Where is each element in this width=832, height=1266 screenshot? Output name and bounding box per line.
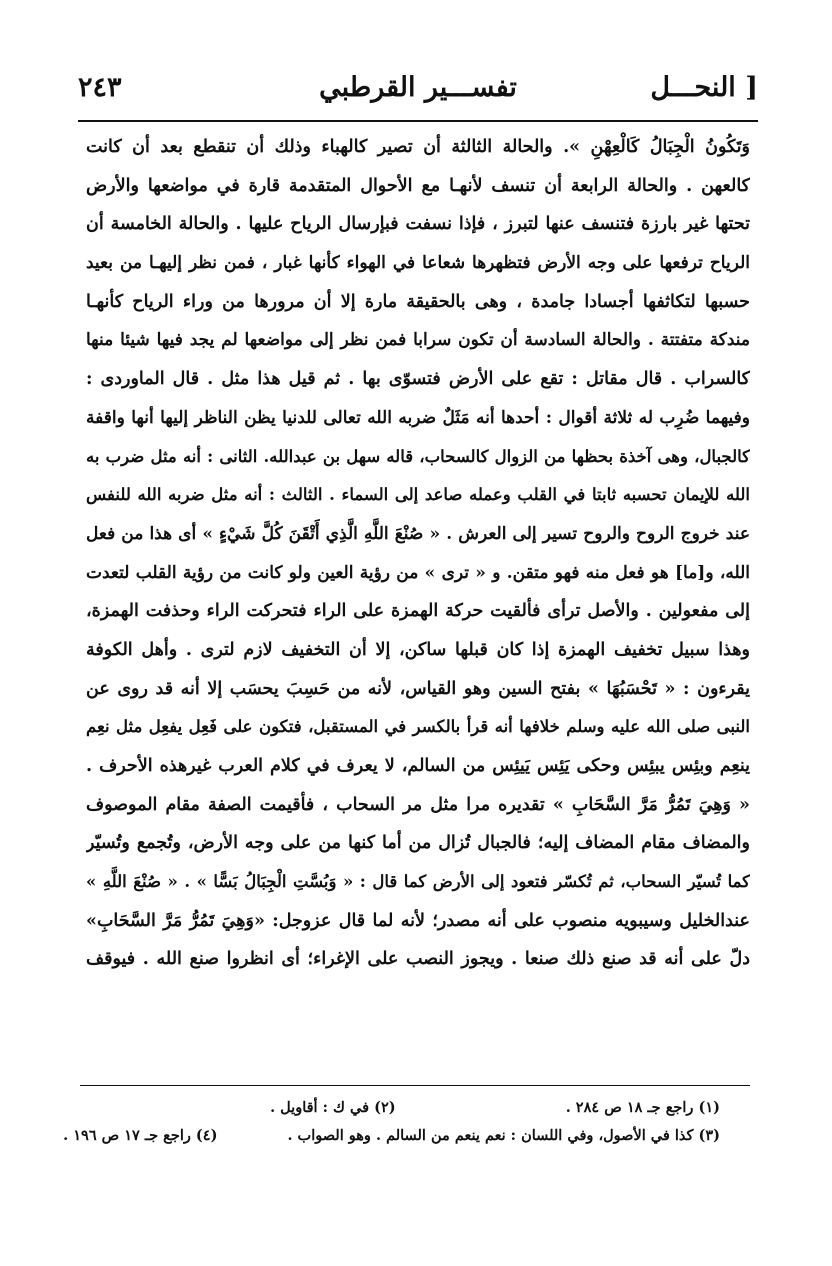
page-number: ٢٤٣ — [78, 72, 122, 103]
text-line: والمضاف مقام المضاف إليه؛ فالجبال تُزال من أما كنها من على وجه الأرض، وتُجمع وتُسيّر — [86, 833, 750, 854]
text-line: كالجبال، وهى آخذة بحظها من الزوال كالسحاب، قاله سهل بن عبدالله. الثانى : أنه مثل ضرب به — [86, 446, 750, 466]
footnote-1: (١) راجع جـ ١٨ ص ٢٨٤ . — [565, 1099, 720, 1116]
text-line: كالسراب . قال مقاتل : تقع على الأرض فتسوّى بها . ثم قيل هذا مثل . قال الماوردى : — [86, 369, 750, 390]
text-line: حسبها لتكاثفها أجسادا جامدة ، وهى بالحقيقة مارة إلا أن مرورها من وراء الرياح كأنهـا — [86, 291, 750, 312]
footnote-2: (٢) في ك : أقاويل . — [270, 1099, 396, 1116]
body-text — [86, 128, 750, 979]
page-header — [78, 68, 758, 114]
text-line: تحتها غير بارزة فتنسف عنها لتبرز ، فإذا نسفت فبإرسال الرياح عليها . والحالة الخامسة أن — [86, 214, 750, 235]
text-line: إلى مفعولين . والأصل ترأى فألقيت حركة الهمزة على الراء فتحركت الراء وحذفت الهمزة، — [86, 601, 750, 622]
text-line: وهذا سبيل تخفيف الهمزة إذا كان قبلها ساكن، إلا أن التخفيف لازم لترى . وأهل الكوفة — [86, 639, 750, 660]
footnote-3: (٣) كذا في الأصول، وفي اللسان : نعم ينعم من السالم . وهو الصواب . — [287, 1127, 720, 1144]
text-line: كالعهن . والحالة الرابعة أن تنسف لأنهـا مع الأحوال المتقدمة قارة في مواضعها والأرض — [86, 175, 750, 196]
text-line: الله للإيمان تحسبه ثابتا في القلب وعمله صاعد إلى السماء . الثالث : أنه مثل ضربه الله للنفس — [86, 485, 750, 505]
footnote-row — [100, 1094, 720, 1122]
text-line: دلّ على أنه قد صنع ذلك صنعا . ويجوز النصب على الإغراء؛ أى انظروا صنع الله . فيوقف — [86, 949, 750, 970]
text-line: ينعِم وبئِس يبئِس وحكى يَئِس يَيئِس من السالم، لا يعرف في كلام العرب غيرهذه الأحرف . — [86, 756, 750, 776]
footnote-row — [63, 1122, 720, 1150]
text-line: الله، و[ما] هو فعل منه فهو متقن. و « ترى » من رؤية العين ولو كانت من رؤية القلب لتعدت — [86, 562, 750, 583]
footnotes — [63, 1094, 720, 1150]
text-line: يقرءون : « تَحْسَبُهَا » بفتح السين وهو القياس، لأنه من حَسِبَ يحسَب إلا أنه قد روى عن — [86, 678, 750, 699]
footnote-4: (٤) راجع جـ ١٧ ص ١٩٦ . — [63, 1127, 218, 1144]
text-line: عند خروج الروح والروح تسير إلى العرش . « صُنْعَ اللَّهِ الَّذِي أَتْقَنَ كُلَّ شَيْءٍ » أى هذا من فعل — [86, 523, 750, 544]
text-line: الرياح ترفعها على وجه الأرض فتظهرها شعاعا في الهواء كأنها غبار ، فمن نظر إليهـا من بعيد — [86, 253, 750, 274]
text-line: مندكة متفتتة . والحالة السادسة أن تكون سرابا فمن نظر إلى مواضعها لم يجد فيها شيئا منها — [86, 330, 750, 351]
header-rule — [78, 120, 758, 122]
text-line: وفيهما ضُرِب له ثلاثة أقوال : أحدها أنه مَثَلٌ ضربه الله تعالى للدنيا يظن الناظر إليها أنها واقفة — [86, 407, 750, 428]
footnote-rule — [80, 1085, 750, 1086]
text-line: كما تُسيّر السحاب، ثم تُكسّر فتعود إلى الأرض كما قال : « وَبُسَّتِ الْجِبَالُ بَسًّا » . « صُنْعَ اللَّهِ » — [86, 872, 750, 892]
text-line: وَتَكُونُ الْجِبَالُ كَالْعِهْنِ ». والحالة الثالثة أن تصير كالهباء وذلك أن تنقطع بعد أن كانت — [86, 137, 750, 157]
text-line: النبى صلى الله عليه وسلم خلافها أنه قرأ بالكسر في المستقبل، فتكون على فَعِل يفعِل مثل نعِم — [86, 717, 750, 737]
text-line: « وَهِيَ تَمُرُّ مَرَّ السَّحَابِ » تقديره مرا مثل مر السحاب ، فأقيمت الصفة مقام الموصوف — [86, 794, 750, 815]
book-title: تفســـير القرطبي — [319, 72, 517, 103]
chapter-title: [ النحـــل — [650, 72, 758, 103]
text-line: عندالخليل وسيبويه منصوب على أنه مصدر؛ لأنه لما قال عزوجل: «وَهِيَ تَمُرُّ مَرَّ السَّحَابِ» — [86, 910, 750, 931]
